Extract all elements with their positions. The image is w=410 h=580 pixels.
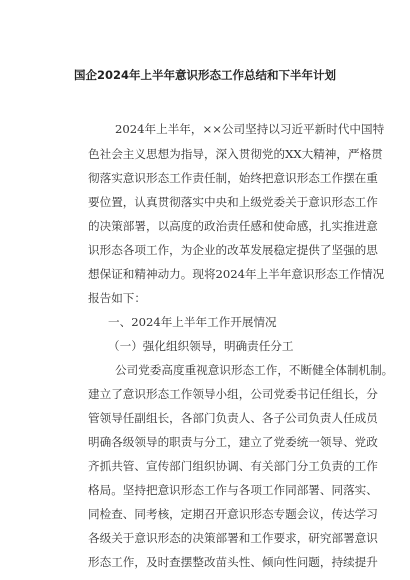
paragraph-line: 彻落实意识形态工作责任制，始终把意识形态工作摆在重 [88,171,378,185]
paragraph-line: 色社会主义思想为指导，深入贯彻党的XX大精神，严格贯 [88,147,383,161]
paragraph-line: 要位置，认真贯彻落实中央和上级党委关于意识形态工作 [88,195,378,209]
paragraph-line: 2024年上半年，××公司坚持以习近平新时代中国特 [115,122,385,136]
document-title: 国企2024年上半年意识形态工作总结和下半年计划 [73,68,336,82]
section-heading: 一、2024年上半年工作开展情况 [108,315,277,329]
subsection-heading: （一）强化组织领导，明确责任分工 [108,339,294,353]
paragraph-line: 各级关于意识形态的决策部署和工作要求，研究部署意识 [88,531,378,545]
paragraph-line: 齐抓共管、宣传部门组织协调、有关部门分工负责的工作 [88,459,378,473]
paragraph-line: 管领导任副组长，各部门负责人、各子公司负责人任成员 [88,411,378,425]
paragraph-line: 建立了意识形态工作领导小组，公司党委书记任组长，分 [88,387,378,401]
paragraph-line: 的决策部署，以高度的政治责任感和使命感，扎实推进意 [88,219,378,233]
paragraph-line: 报告如下： [88,291,146,305]
paragraph-line: 明确各级领导的职责与分工，建立了党委统一领导、党政 [88,435,378,449]
paragraph-line: 形态工作，及时查摆整改苗头性、倾向性问题，持续提升 [88,555,378,569]
paragraph-line: 同检查、同考核，定期召开意识形态专题会议，传达学习 [88,507,378,521]
paragraph-line: 想保证和精神动力。现将2024年上半年意识形态工作情况 [88,267,385,281]
paragraph-line: 格局。坚持把意识形态工作与各项工作同部署、同落实、 [88,483,378,497]
paragraph-line: 公司党委高度重视意识形态工作，不断健全体制机制。 [115,363,394,377]
paragraph-line: 识形态各项工作，为企业的改革发展稳定提供了坚强的思 [88,243,378,257]
